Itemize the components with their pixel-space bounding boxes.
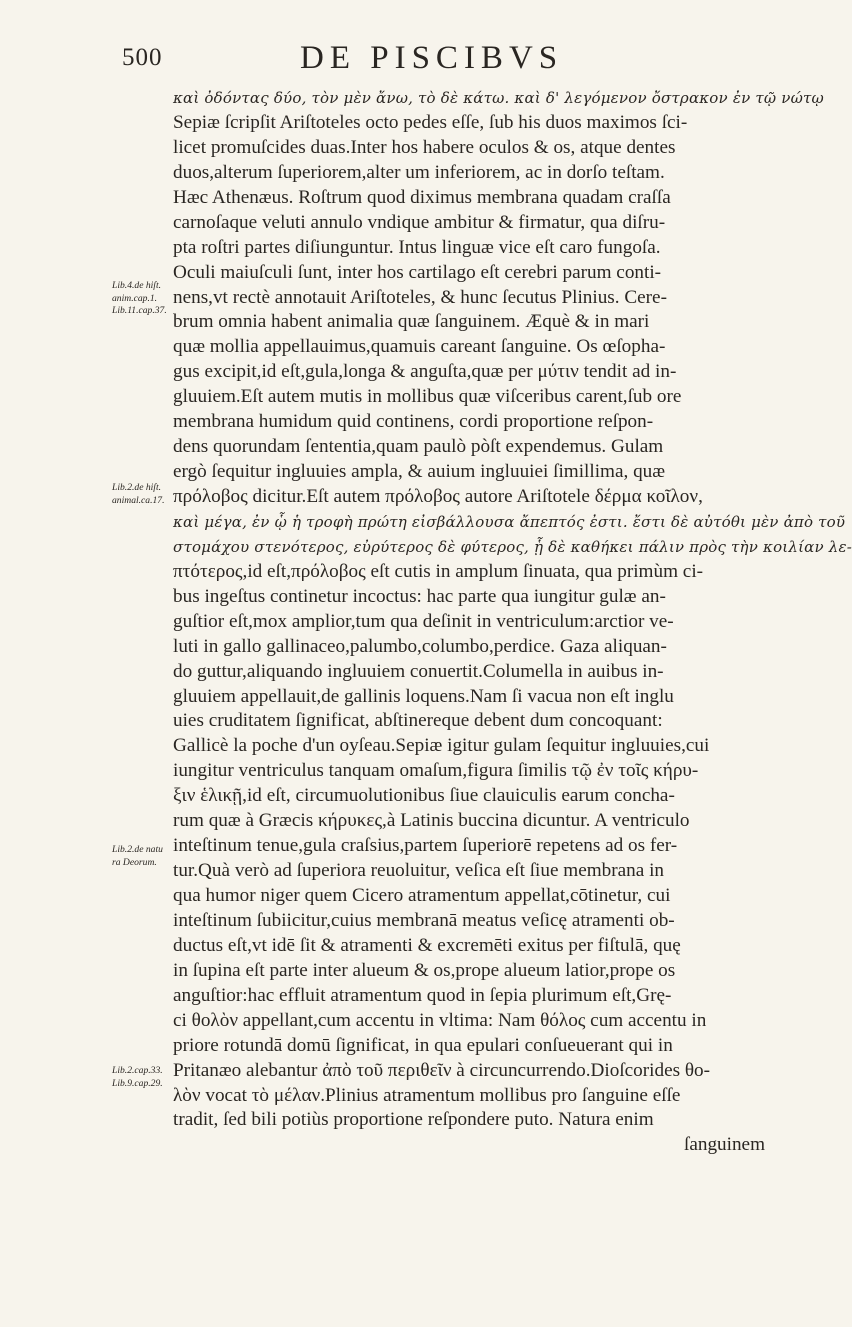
text-line: ergò ſequitur ingluuies ampla, & auium ingluuiei ſimillima, quæ (173, 461, 666, 483)
text-line: Sepiæ ſcripſit Ariſtoteles octo pedes eſſe, ſub his duos maximos ſci- (173, 111, 688, 133)
text-line: quæ mollia appellauimus,quamuis careant ſanguine. Os œſopha- (173, 336, 666, 358)
text-line: inteſtinum tenue,gula craſsius,partem ſuperiorē repetens ad os fer- (173, 835, 678, 857)
text-line: membrana humidum quid continens, cordi proportione reſpon- (173, 411, 654, 433)
margin-note (112, 482, 174, 507)
page-number: 500 (122, 44, 163, 71)
margin-note-line: Lib.9.cap.29. (112, 1077, 163, 1089)
margin-note (112, 844, 174, 869)
text-line: brum omnia habent animalia quæ ſanguinem. Æquè & in mari (173, 311, 650, 333)
text-line: tur.Quà verò ad ſuperiora reuoluitur, veſica eſt ſiue membrana in (173, 860, 664, 882)
text-line: anguſtior:hac effluit atramentum quod in ſepia plurimum eſt,Grę- (173, 984, 672, 1006)
text-line: guſtior eſt,mox amplior,tum qua deſinit in ventriculum:arctior ve- (173, 610, 674, 632)
margin-note (112, 1065, 174, 1090)
margin-note-line: ra Deorum. (112, 856, 157, 868)
text-line: καὶ ὀδόντας δύο, τὸν μὲν ἄνω, τὸ δὲ κάτω. καὶ δ' λεγόμενον ὄστρακον ἐν τῷ νώτῳ (173, 89, 824, 107)
text-line: ſanguinem (684, 1134, 765, 1156)
text-line: gluuiem appellauit,de gallinis loquens.Nam ſi vacua non eſt inglu (173, 685, 674, 707)
text-line: Pritanæo alebantur ἀπὸ τοῦ περιθεῖν à circuncurrendo.Dioſcorides θο- (173, 1059, 711, 1081)
text-line: iungitur ventriculus tanquam omaſum,figura ſimilis τῷ ἐν τοῖς κήρυ- (173, 760, 699, 782)
margin-note-line: Lib.2.de natu (112, 844, 163, 855)
text-line: in ſupina eſt parte inter alueum & os,prope alueum latior,prope os (173, 959, 676, 981)
text-line: καὶ μέγα, ἐν ᾧ ἡ τροφὴ πρώτη εἰσβάλλουσα ἄπεπτός ἐστι. ἔστι δὲ αὐτόθι μὲν ἀπὸ τοῦ (173, 512, 846, 531)
text-line: στομάχου στενότερος, εὐρύτερος δὲ φύτερος, ᾗ δὲ καθήκει πάλιν πρὸς τὴν κοιλίαν λε- (173, 537, 852, 556)
text-line: pta roſtri partes diſiunguntur. Intus linguæ vice eſt caro fungoſa. (173, 236, 661, 258)
text-line: licet promuſcides duas.Inter hos habere oculos & os, atque dentes (173, 136, 676, 158)
page-header (110, 40, 760, 80)
main-text-block (173, 86, 852, 1158)
text-line: nens,vt rectè annotauit Ariſtoteles, & hunc ſecutus Plinius. Cere- (173, 286, 667, 308)
text-line: Gallicè la poche d'un oyſeau.Sepiæ igitur gulam ſequitur ingluuies,cui (173, 735, 710, 757)
text-line: tradit, ſed bili potiùs proportione reſpondere puto. Natura enim (173, 1109, 654, 1131)
text-line: carnoſaque veluti annulo vndique ambitur & firmatur, qua diſru- (173, 211, 666, 233)
text-line: duos,alterum ſuperiorem,alter um inferiorem, ac in dorſo teſtam. (173, 161, 665, 183)
text-line: ξιν ἑλικῇ,id eſt, circumuolutionibus ſiue clauiculis earum concha- (173, 785, 675, 807)
text-line: gus excipit,id eſt,gula,longa & anguſta,quæ per μύτιν tendit ad in- (173, 361, 677, 383)
text-line: priore rotundā domū ſignificat, in qua epulari conſueuerant qui in (173, 1034, 673, 1056)
text-line: Oculi maiuſculi ſunt, inter hos cartilago eſt cerebri parum conti- (173, 261, 662, 283)
text-line: uies cruditatem ſignificat, abſtinereque debent dum concoquant: (173, 710, 663, 732)
margin-note-line: Lib.4.de hiſt. (112, 280, 162, 291)
margin-note-line: Lib.2.cap.33. (112, 1065, 163, 1076)
text-line: πτότερος,id eſt,πρόλοβος eſt cutis in amplum ſinuata, qua primùm ci- (173, 560, 704, 582)
text-line: rum quæ à Græcis κήρυκες,à Latinis buccina dicuntur. A ventriculo (173, 810, 690, 832)
text-line: do guttur,aliquando ingluuiem conuertit.Columella in auibus in- (173, 660, 664, 682)
margin-note (112, 280, 174, 318)
text-line: inteſtinum ſubiicitur,cuius membranā meatus veſicę atramenti ob- (173, 909, 675, 931)
text-line: bus ingeſtus continetur incoctus: hac parte qua iungitur gulæ an- (173, 585, 666, 607)
text-line: λὸν vocat τὸ μέλαν.Plinius atramentum mollibus pro ſanguine eſſe (173, 1084, 681, 1106)
text-line: ci θολὸν appellant,cum accentu in vltima: Nam θόλος cum accentu in (173, 1009, 707, 1031)
margin-note-line: Lib.2.de hiſt. (112, 482, 162, 493)
running-title: DE PISCIBVS (300, 40, 564, 76)
text-line: Hæc Athenæus. Roſtrum quod diximus membrana quadam craſſa (173, 186, 671, 208)
margin-note-line: Lib.11.cap.37. (112, 305, 167, 316)
text-line: gluuiem.Eſt autem mutis in mollibus quæ viſceribus carent,ſub ore (173, 386, 682, 408)
margin-note-line: animal.ca.17. (112, 494, 165, 506)
text-line: ductus eſt,vt idē ſit & atramenti & excremēti exitus per fiſtulā, quę (173, 934, 681, 956)
text-line: qua humor niger quem Cicero atramentum appellat,cōtinetur, cui (173, 885, 671, 906)
text-line: luti in gallo gallinaceo,palumbo,columbo,perdice. Gaza aliquan- (173, 635, 667, 657)
text-line: πρόλοβος dicitur.Eſt autem πρόλοβος autore Ariſtotele δέρμα κοῖλον, (173, 486, 703, 507)
margin-note-line: anim.cap.1. (112, 292, 158, 304)
text-line: dens quorundam ſententia,quam paulò pòſt expendemus. Gulam (173, 436, 664, 458)
